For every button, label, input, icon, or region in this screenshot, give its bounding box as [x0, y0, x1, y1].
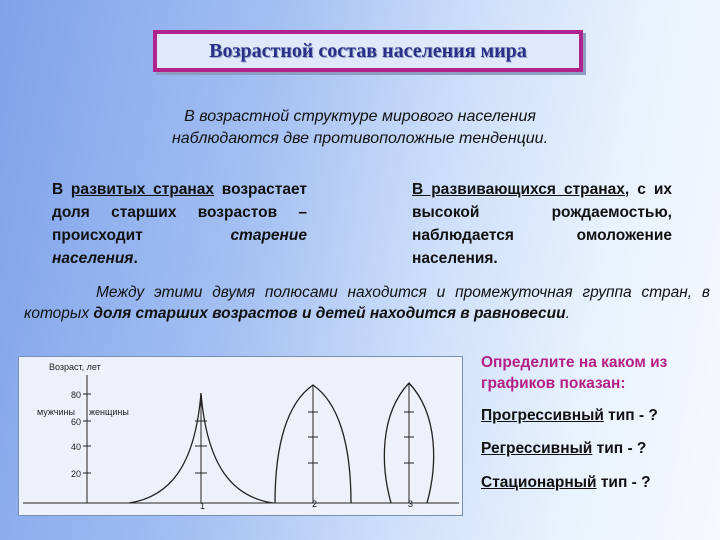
stationary-type-label: Стационарный — [481, 474, 597, 491]
developed-underlined: развитых странах — [70, 181, 215, 198]
middle-end: . — [565, 305, 570, 322]
intro-line-1: В возрастной структуре мирового населения — [184, 108, 536, 125]
y-tick-80: 80 — [71, 390, 82, 400]
middle-part1: Между этими двумя полюсами находится и промежуточная группа стран, в которых — [24, 284, 710, 322]
question-stationary — [481, 474, 711, 492]
question-progressive — [481, 407, 711, 425]
developing-countries-text — [412, 178, 672, 270]
age-pyramid-figure — [18, 356, 463, 516]
intro-text — [60, 106, 660, 150]
slide-title: Возрастной состав населения мира — [209, 39, 527, 62]
regressive-type-label: Регрессивный — [481, 440, 593, 457]
male-label: мужчины — [37, 407, 75, 417]
female-label: женщины — [89, 407, 129, 417]
intro-line-2: наблюдаются две противоположные тенденции. — [171, 130, 549, 147]
developed-prefix: В — [52, 181, 64, 198]
question-regressive — [481, 440, 711, 458]
stationary-suffix: тип - ? — [596, 474, 651, 491]
developing-suffix: населения. — [412, 250, 498, 267]
developed-suffix: . — [133, 250, 138, 267]
progressive-suffix: тип - ? — [603, 407, 658, 424]
y-tick-20: 20 — [71, 469, 82, 479]
y-tick-60: 60 — [71, 417, 82, 427]
graph-number-2: 2 — [312, 499, 318, 509]
progressive-type-label: Прогрессивный — [481, 407, 604, 424]
developing-underlined: В развивающихся странах — [412, 181, 625, 198]
developed-italic: старение населения — [52, 227, 307, 267]
developing-main: , с их высокой рождаемостью, наблюдается — [412, 181, 672, 244]
developing-italic: омоложение — [576, 227, 672, 244]
graph-number-1: 1 — [200, 501, 206, 511]
developed-countries-text — [52, 178, 307, 270]
question-prompt: Определите на каком из графиков показан: — [481, 354, 668, 392]
axis-title: Возраст, лет — [49, 362, 101, 372]
y-tick-40: 40 — [71, 442, 82, 452]
middle-paragraph — [24, 282, 710, 324]
title-box — [153, 30, 583, 72]
age-pyramid-svg — [19, 357, 464, 517]
regressive-suffix: тип - ? — [592, 440, 647, 457]
questions-block — [481, 352, 711, 492]
middle-bold: доля старших возрастов и детей находится в равновесии — [93, 305, 566, 322]
developed-main: возрастает доля старших возрастов – происходит — [52, 181, 307, 244]
graph-number-3: 3 — [408, 499, 414, 509]
